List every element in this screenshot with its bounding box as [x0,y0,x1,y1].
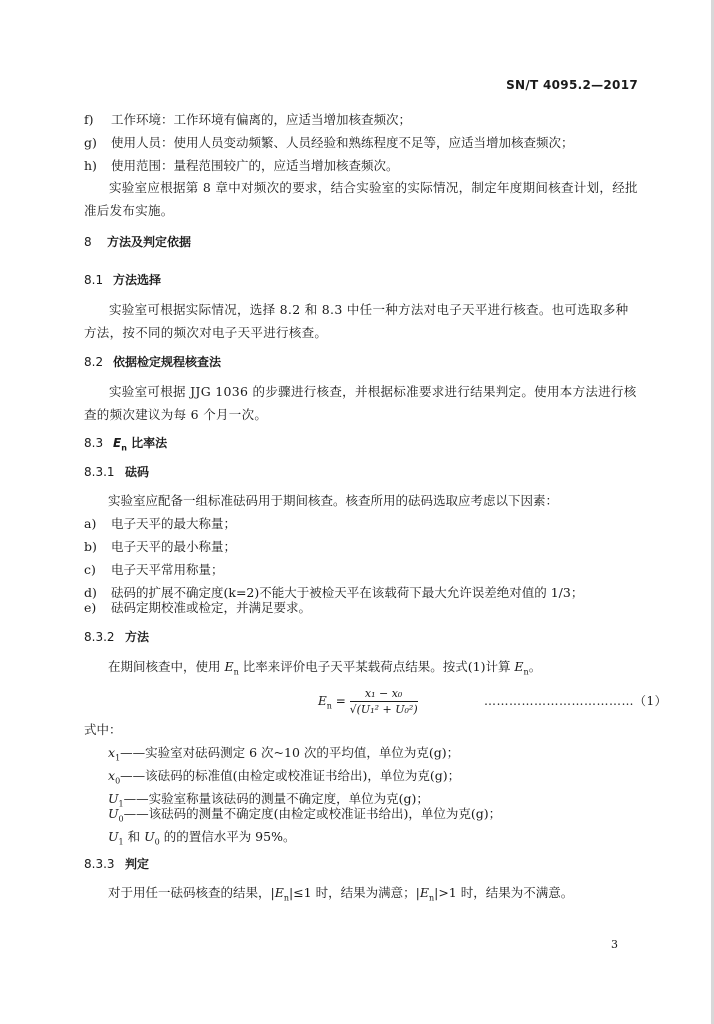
paragraph-8-3-2: 在期间核查中，使用 $E_n$ 比率来评价电子天平某载荷点结果。按式(1)计算 $E_n$。 [108,659,542,677]
section-8-3-3-heading: 8.3.3 判定 [84,857,150,871]
symbol-definition: $U_1——$实验室称量该砝码的测量不确定度，单位为克(g)； [108,791,429,809]
symbol-definition: $U_0——$该砝码的测量不确定度(由检定或校准证书给出)，单位为克(g)； [108,806,502,824]
equation-number: ………………………………（1） [484,694,668,708]
fraction [350,687,418,716]
paragraph-8-1: 实验室可根据实际情况，选择 8.2 和 8.3 中任一种方法对电子天平进行核查。也可选取多种方法，按不同的频次对电子天平进行核查。 [84,302,629,340]
fraction-denominator: √(U₁² + U₀²) [349,703,418,716]
section-8-heading: 8 方法及判定依据 [84,235,192,249]
page-number: 3 [611,938,618,951]
symbol-definition: $x_0——$该砝码的标准值(由检定或校准证书给出)，单位为克(g)； [108,768,461,786]
section-8-3-heading: 8.3 $E_n$ 比率法 [84,436,168,453]
list-item: f) 工作环境：工作环境有偏离的，应适当增加核查频次； [84,112,412,127]
confidence-statement: $U_1$ 和 $U_0$ 的的置信水平为 95%。 [108,829,296,847]
list-item: e) 砝码定期校准或检定，并满足要求。 [84,600,312,615]
paragraph-8-2: 实验室可根据 JJG 1036 的步骤进行核查，并根据标准要求进行结果判定。使用本方法进行核查的频次建议为每 6 个月一次。 [84,384,637,422]
section-8-3-2-heading: 8.3.2 方法 [84,630,150,644]
paragraph-8-3-1: 实验室应配备一组标准砝码用于期间核查。核查所用的砝码选取应考虑以下因素： [108,493,559,508]
paragraph-8-3-3: 对于用任一砝码核查的结果，$|E_n|\le 1$ 时，结果为满意；$|E_n|>1$ 时，结果为不满意。 [108,885,574,903]
list-item: h) 使用范围：量程范围较广的，应适当增加核查频次。 [84,158,399,173]
symbol-definition: $x_1——$实验室对砝码测定 6 次~10 次的平均值，单位为克(g)； [108,745,460,763]
where-label: 式中： [84,722,122,737]
formula-en: $E_n$ = $\frac{\text{x₁ − x₀}}{\text{√(U₁² + U₀²)}}$ [318,687,418,716]
list-item: c) 电子天平常用称量； [84,562,224,577]
fraction-numerator: x₁ − x₀ [350,687,418,702]
paragraph-plan: 实验室应根据第 8 章中对频次的要求，结合实验室的实际情况，制定年度期间核查计划，经批准后发布实施。 [84,180,638,218]
list-item: d) 砝码的扩展不确定度(k=2)不能大于被检天平在该载荷下最大允许误差绝对值的 1/3； [84,585,584,600]
standard-code-header: SN/T 4095.2—2017 [506,78,638,92]
section-8-1-heading: 8.1 方法选择 [84,273,162,287]
section-8-2-heading: 8.2 依据检定规程核查法 [84,355,222,369]
list-item: b) 电子天平的最小称量； [84,539,237,554]
section-8-3-1-heading: 8.3.1 砝码 [84,465,150,479]
list-item: g) 使用人员：使用人员变动频繁、人员经验和熟练程度不足等，应适当增加核查频次； [84,135,574,150]
list-item: a) 电子天平的最大称量； [84,516,237,531]
